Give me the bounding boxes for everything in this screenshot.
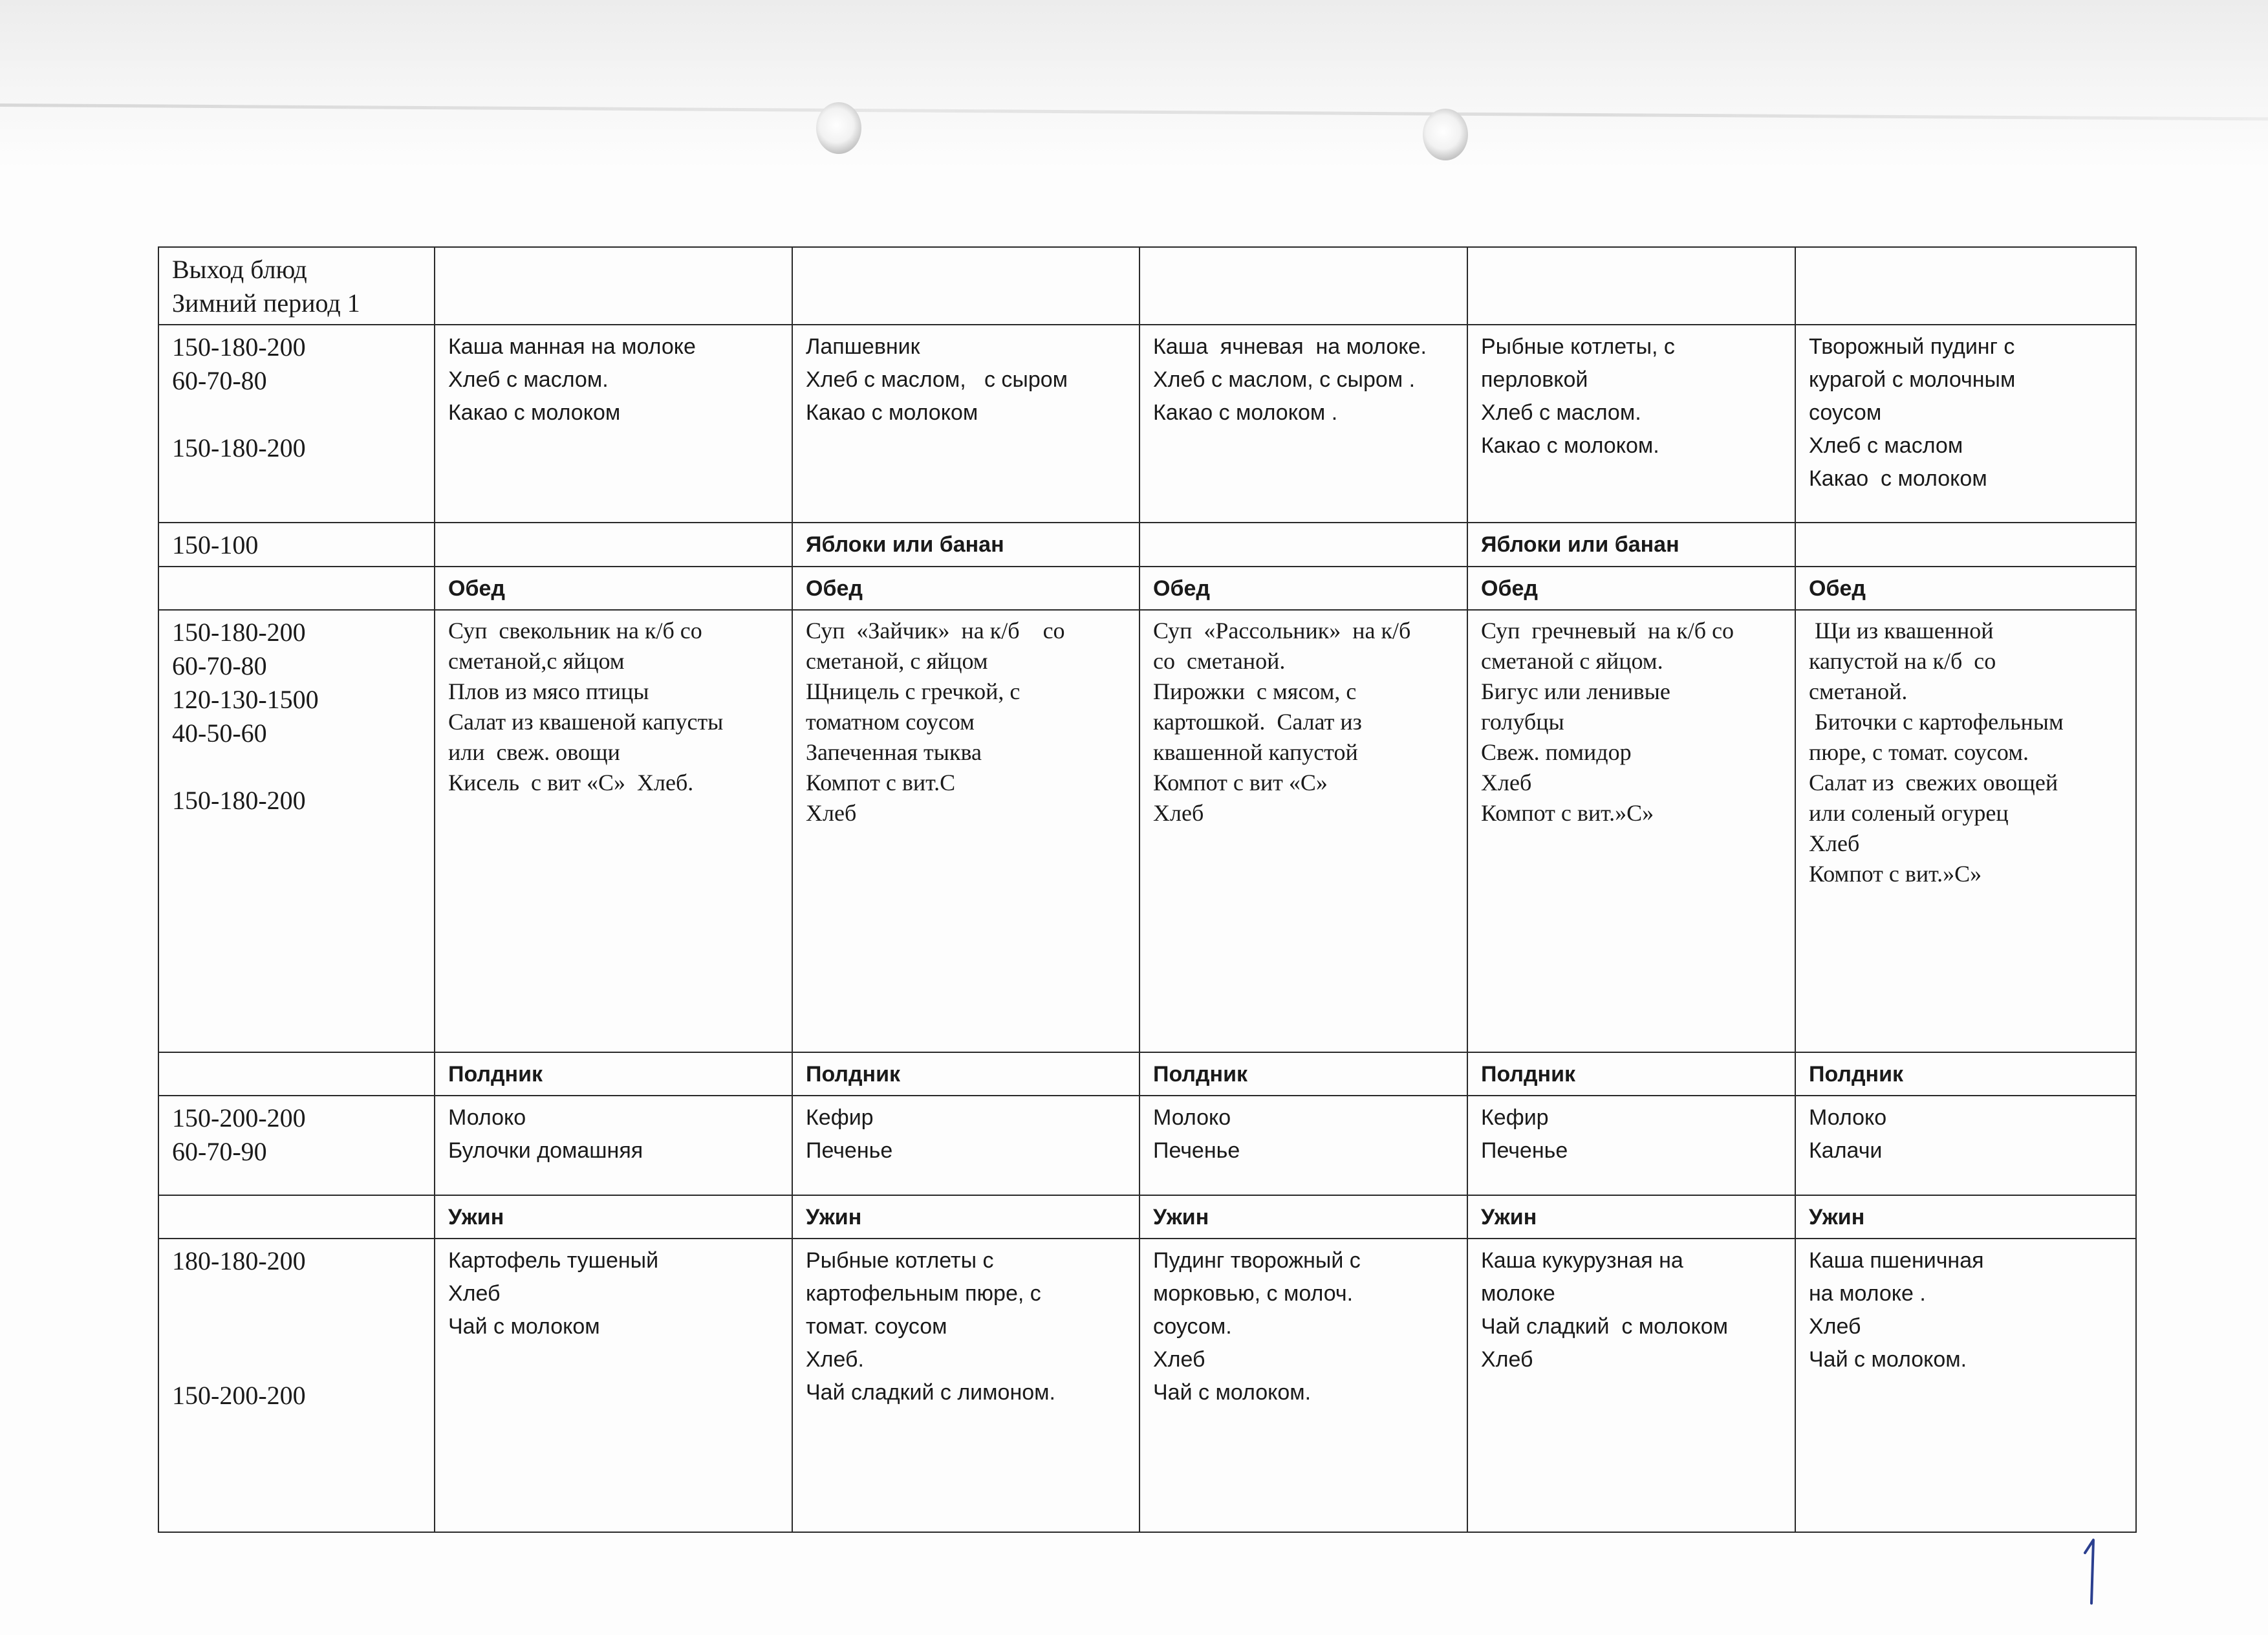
breakfast-day-1: Каша манная на молоке Хлеб с маслом. Какао с молоком xyxy=(435,325,792,523)
breakfast-day-5: Творожный пудинг с курагой с молочным соусом Хлеб с маслом Какао с молоком xyxy=(1795,325,2136,523)
dinner-heading-day-4: Ужин xyxy=(1467,1195,1795,1239)
snack-row xyxy=(158,523,2136,567)
afternoon-heading-day-2: Полдник xyxy=(792,1052,1139,1096)
lunch-day-5: Щи из квашенной капустой на к/б со сметаной. Биточки с картофельным пюре, с томат. соусом. Салат из свежих овощей или соленый огурец Хлеб Компот с вит.»С» xyxy=(1795,610,2136,1052)
lunch-heading-day-3: Обед xyxy=(1139,567,1467,610)
lunch-day-1: Суп свекольник на к/б со сметаной,с яйцом Плов из мясо птицы Салат из квашеной капусты или свеж. овощи Кисель с вит «С» Хлеб. xyxy=(435,610,792,1052)
afternoon-heading-day-5: Полдник xyxy=(1795,1052,2136,1096)
dinner-day-3: Пудинг творожный с морковью, с молоч. соусом. Хлеб Чай с молоком. xyxy=(1139,1239,1467,1532)
afternoon-row xyxy=(158,1096,2136,1195)
header-out-cell: Выход блюд Зимний период 1 xyxy=(158,247,435,325)
snack-day-1 xyxy=(435,523,792,567)
lunch-heading-day-2: Обед xyxy=(792,567,1139,610)
afternoon-day-2: Кефир Печенье xyxy=(792,1096,1139,1195)
dinner-day-1: Картофель тушеный Хлеб Чай с молоком xyxy=(435,1239,792,1532)
afternoon-heading-row xyxy=(158,1052,2136,1096)
lunch-heading-day-5: Обед xyxy=(1795,567,2136,610)
breakfast-row xyxy=(158,325,2136,523)
dinner-day-4: Каша кукурузная на молоке Чай сладкий с молоком Хлеб xyxy=(1467,1239,1795,1532)
dinner-day-5: Каша пшеничная на молоке . Хлеб Чай с молоком. xyxy=(1795,1239,2136,1532)
header-day-4 xyxy=(1467,247,1795,325)
afternoon-day-3: Молоко Печенье xyxy=(1139,1096,1467,1195)
breakfast-out-cell: 150-180-200 60-70-80 150-180-200 xyxy=(158,325,435,523)
afternoon-heading-day-1: Полдник xyxy=(435,1052,792,1096)
snack-day-5 xyxy=(1795,523,2136,567)
lunch-heading-row xyxy=(158,567,2136,610)
lunch-day-3: Суп «Рассольник» на к/б со сметаной. Пирожки с мясом, с картошкой. Салат из квашенной капустой Компот с вит «С» Хлеб xyxy=(1139,610,1467,1052)
lunch-day-2: Суп «Зайчик» на к/б со сметаной, с яйцом Щницель с гречкой, с томатном соусом Запеченная тыква Компот с вит.С Хлеб xyxy=(792,610,1139,1052)
dinner-heading-day-2: Ужин xyxy=(792,1195,1139,1239)
lunch-heading-out xyxy=(158,567,435,610)
dinner-heading-day-5: Ужин xyxy=(1795,1195,2136,1239)
breakfast-day-3: Каша ячневая на молоке. Хлеб с маслом, с сыром . Какао с молоком . xyxy=(1139,325,1467,523)
afternoon-day-4: Кефир Печенье xyxy=(1467,1096,1795,1195)
lunch-row xyxy=(158,610,2136,1052)
header-day-3 xyxy=(1139,247,1467,325)
handwritten-page-number xyxy=(2082,1536,2102,1607)
snack-out-cell: 150-100 xyxy=(158,523,435,567)
punch-hole-left xyxy=(816,102,861,154)
punch-hole-right xyxy=(1423,109,1468,160)
lunch-heading-day-4: Обед xyxy=(1467,567,1795,610)
dinner-heading-day-3: Ужин xyxy=(1139,1195,1467,1239)
header-day-5 xyxy=(1795,247,2136,325)
dinner-heading-row xyxy=(158,1195,2136,1239)
header-row xyxy=(158,247,2136,325)
lunch-out-cell: 150-180-200 60-70-80 120-130-1500 40-50-60 150-180-200 xyxy=(158,610,435,1052)
afternoon-day-1: Молоко Булочки домашняя xyxy=(435,1096,792,1195)
breakfast-day-2: Лапшевник Хлеб с маслом, с сыром Какао с молоком xyxy=(792,325,1139,523)
snack-day-4: Яблоки или банан xyxy=(1467,523,1795,567)
dinner-heading-out xyxy=(158,1195,435,1239)
menu-table xyxy=(158,246,2137,1533)
header-day-1 xyxy=(435,247,792,325)
dinner-row xyxy=(158,1239,2136,1532)
header-day-2 xyxy=(792,247,1139,325)
afternoon-out-cell: 150-200-200 60-70-90 xyxy=(158,1096,435,1195)
afternoon-heading-out xyxy=(158,1052,435,1096)
afternoon-heading-day-4: Полдник xyxy=(1467,1052,1795,1096)
dinner-heading-day-1: Ужин xyxy=(435,1195,792,1239)
dinner-day-2: Рыбные котлеты с картофельным пюре, с томат. соусом Хлеб. Чай сладкий с лимоном. xyxy=(792,1239,1139,1532)
snack-day-3 xyxy=(1139,523,1467,567)
snack-day-2: Яблоки или банан xyxy=(792,523,1139,567)
dinner-out-cell: 180-180-200 150-200-200 xyxy=(158,1239,435,1532)
breakfast-day-4: Рыбные котлеты, с перловкой Хлеб с маслом. Какао с молоком. xyxy=(1467,325,1795,523)
scan-top-shadow xyxy=(0,0,2268,168)
lunch-heading-day-1: Обед xyxy=(435,567,792,610)
afternoon-heading-day-3: Полдник xyxy=(1139,1052,1467,1096)
lunch-day-4: Суп гречневый на к/б со сметаной с яйцом. Бигус или ленивые голубцы Свеж. помидор Хлеб Компот с вит.»С» xyxy=(1467,610,1795,1052)
afternoon-day-5: Молоко Калачи xyxy=(1795,1096,2136,1195)
